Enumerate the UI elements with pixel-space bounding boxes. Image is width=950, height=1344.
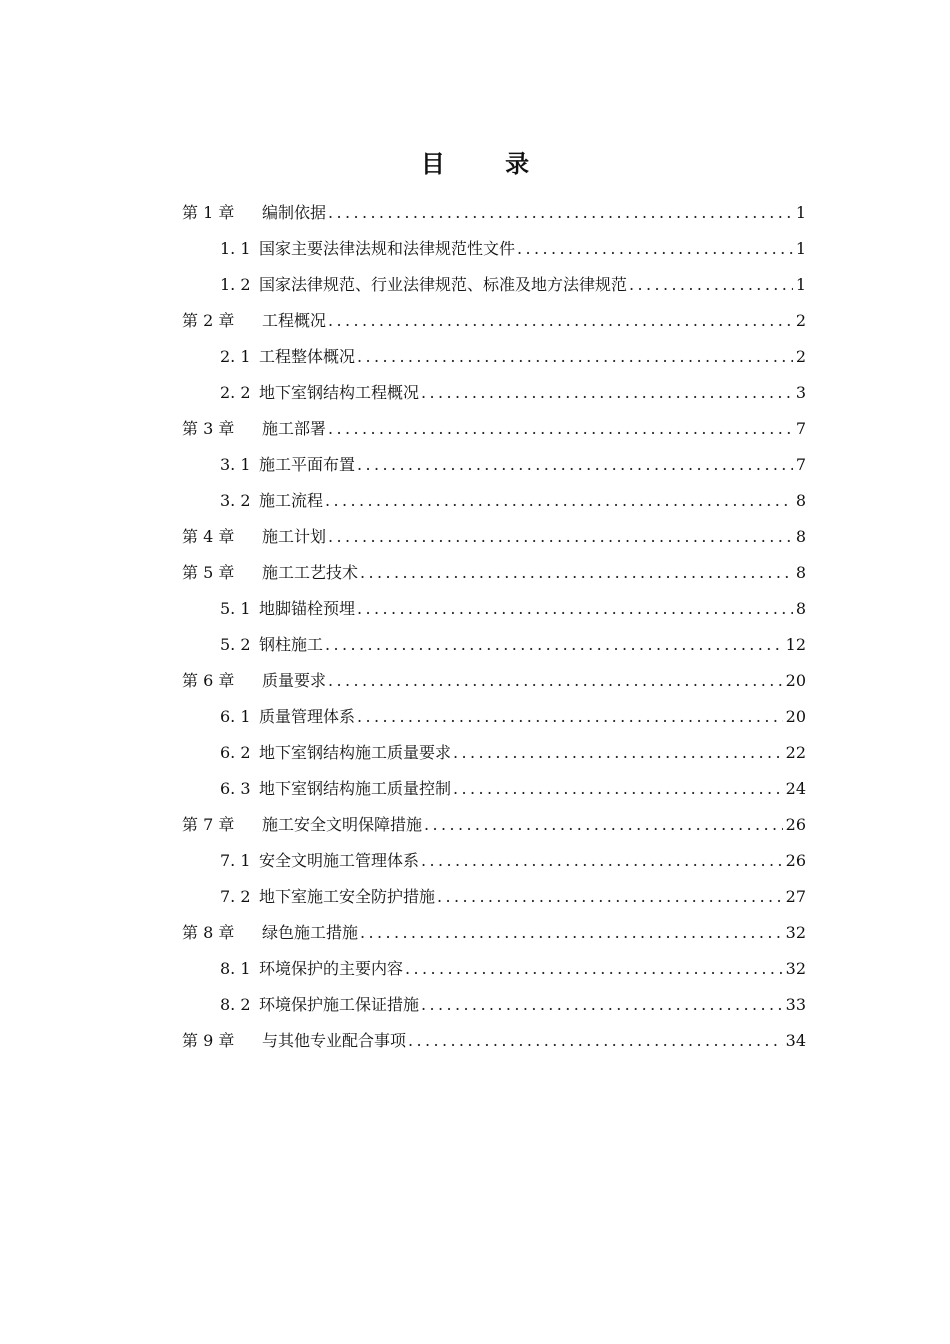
toc-entry-number: 8. 2 bbox=[220, 995, 251, 1014]
toc-entry-title: 施工计划 bbox=[262, 527, 327, 546]
toc-entry-number: 6. 2 bbox=[220, 743, 251, 762]
toc-entry-title: 安全文明施工管理体系 bbox=[259, 851, 420, 870]
toc-dot-leader bbox=[328, 519, 793, 555]
toc-entry-number: 5. 1 bbox=[220, 599, 251, 618]
toc-chapter-entry[interactable] bbox=[182, 663, 806, 699]
toc-section-entry[interactable] bbox=[182, 375, 806, 411]
toc-entry-number: 2. 2 bbox=[220, 383, 251, 402]
toc-entry-number: 2. 1 bbox=[220, 347, 251, 366]
toc-section-entry[interactable] bbox=[182, 879, 806, 915]
toc-entry-title: 与其他专业配合事项 bbox=[262, 1031, 407, 1050]
toc-entry-page-number: 27 bbox=[785, 887, 806, 906]
toc-entry-page-number: 22 bbox=[785, 743, 806, 762]
toc-chapter-entry[interactable] bbox=[182, 411, 806, 447]
toc-entry-number: 8. 1 bbox=[220, 959, 251, 978]
toc-dot-leader bbox=[453, 735, 783, 771]
toc-chapter-entry[interactable] bbox=[182, 195, 806, 231]
toc-entry-title: 编制依据 bbox=[262, 203, 327, 222]
toc-entry-number: 第 6 章 bbox=[182, 671, 235, 690]
toc-entry-number: 6. 3 bbox=[220, 779, 251, 798]
toc-chapter-entry[interactable] bbox=[182, 555, 806, 591]
toc-dot-leader bbox=[437, 879, 783, 915]
toc-entry-title: 地脚锚栓预埋 bbox=[259, 599, 356, 618]
toc-entry-page-number: 8 bbox=[795, 563, 806, 582]
toc-dot-leader bbox=[360, 555, 793, 591]
toc-entry-title: 施工流程 bbox=[259, 491, 324, 510]
toc-entry-number: 第 1 章 bbox=[182, 203, 235, 222]
toc-dot-leader bbox=[517, 231, 793, 267]
toc-entry-title: 施工平面布置 bbox=[259, 455, 356, 474]
toc-section-entry[interactable] bbox=[182, 735, 806, 771]
toc-section-entry[interactable] bbox=[182, 447, 806, 483]
toc-entry-page-number: 32 bbox=[785, 923, 806, 942]
toc-list bbox=[182, 195, 806, 1059]
toc-dot-leader bbox=[629, 267, 793, 303]
toc-dot-leader bbox=[357, 591, 793, 627]
toc-entry-number: 1. 2 bbox=[220, 275, 251, 294]
toc-chapter-entry[interactable] bbox=[182, 807, 806, 843]
toc-entry-number: 第 5 章 bbox=[182, 563, 235, 582]
toc-entry-number: 3. 2 bbox=[220, 491, 251, 510]
toc-entry-title: 质量要求 bbox=[262, 671, 327, 690]
toc-entry-page-number: 1 bbox=[795, 275, 806, 294]
toc-section-entry[interactable] bbox=[182, 483, 806, 519]
toc-entry-page-number: 8 bbox=[795, 599, 806, 618]
toc-dot-leader bbox=[421, 843, 783, 879]
toc-section-entry[interactable] bbox=[182, 231, 806, 267]
toc-entry-page-number: 24 bbox=[785, 779, 806, 798]
toc-entry-page-number: 3 bbox=[795, 383, 806, 402]
toc-dot-leader bbox=[325, 483, 793, 519]
toc-entry-title: 质量管理体系 bbox=[259, 707, 356, 726]
toc-entry-title: 钢柱施工 bbox=[259, 635, 324, 654]
toc-entry-page-number: 8 bbox=[795, 491, 806, 510]
toc-entry-number: 第 7 章 bbox=[182, 815, 235, 834]
toc-entry-page-number: 1 bbox=[795, 239, 806, 258]
toc-section-entry[interactable] bbox=[182, 771, 806, 807]
toc-dot-leader bbox=[421, 987, 783, 1023]
toc-entry-number: 第 9 章 bbox=[182, 1031, 235, 1050]
toc-section-entry[interactable] bbox=[182, 267, 806, 303]
toc-entry-number: 1. 1 bbox=[220, 239, 251, 258]
toc-entry-page-number: 33 bbox=[785, 995, 806, 1014]
toc-entry-page-number: 1 bbox=[795, 203, 806, 222]
toc-dot-leader bbox=[328, 303, 793, 339]
toc-entry-title: 施工安全文明保障措施 bbox=[262, 815, 423, 834]
toc-dot-leader bbox=[405, 951, 783, 987]
toc-chapter-entry[interactable] bbox=[182, 1023, 806, 1059]
toc-entry-page-number: 2 bbox=[795, 311, 806, 330]
toc-entry-title: 国家主要法律法规和法律规范性文件 bbox=[259, 239, 516, 258]
toc-entry-number: 7. 2 bbox=[220, 887, 251, 906]
toc-section-entry[interactable] bbox=[182, 987, 806, 1023]
toc-entry-page-number: 8 bbox=[795, 527, 806, 546]
toc-section-entry[interactable] bbox=[182, 699, 806, 735]
toc-entry-number: 3. 1 bbox=[220, 455, 251, 474]
toc-entry-number: 第 2 章 bbox=[182, 311, 235, 330]
toc-chapter-entry[interactable] bbox=[182, 915, 806, 951]
toc-dot-leader bbox=[360, 915, 783, 951]
toc-dot-leader bbox=[421, 375, 793, 411]
toc-entry-title: 工程概况 bbox=[262, 311, 327, 330]
toc-chapter-entry[interactable] bbox=[182, 303, 806, 339]
toc-dot-leader bbox=[328, 663, 783, 699]
toc-entry-number: 第 3 章 bbox=[182, 419, 235, 438]
toc-entry-page-number: 20 bbox=[785, 707, 806, 726]
toc-entry-title: 环境保护的主要内容 bbox=[259, 959, 404, 978]
toc-entry-title: 绿色施工措施 bbox=[262, 923, 359, 942]
toc-entry-page-number: 12 bbox=[785, 635, 806, 654]
toc-entry-title: 地下室施工安全防护措施 bbox=[259, 887, 436, 906]
toc-title: 目 录 bbox=[420, 149, 556, 178]
toc-entry-title: 施工工艺技术 bbox=[262, 563, 359, 582]
toc-entry-number: 5. 2 bbox=[220, 635, 251, 654]
toc-dot-leader bbox=[328, 195, 793, 231]
toc-entry-page-number: 20 bbox=[785, 671, 806, 690]
toc-section-entry[interactable] bbox=[182, 339, 806, 375]
toc-dot-leader bbox=[357, 339, 793, 375]
toc-dot-leader bbox=[328, 411, 793, 447]
toc-dot-leader bbox=[357, 699, 783, 735]
toc-section-entry[interactable] bbox=[182, 591, 806, 627]
toc-entry-page-number: 7 bbox=[795, 455, 806, 474]
toc-entry-title: 国家法律规范、行业法律规范、标准及地方法律规范 bbox=[259, 275, 628, 294]
toc-entry-number: 7. 1 bbox=[220, 851, 251, 870]
toc-chapter-entry[interactable] bbox=[182, 519, 806, 555]
toc-entry-number: 第 8 章 bbox=[182, 923, 235, 942]
toc-dot-leader bbox=[424, 807, 783, 843]
toc-entry-title: 地下室钢结构施工质量要求 bbox=[259, 743, 452, 762]
toc-dot-leader bbox=[408, 1023, 783, 1059]
toc-dot-leader bbox=[357, 447, 793, 483]
toc-entry-page-number: 26 bbox=[785, 851, 806, 870]
toc-dot-leader bbox=[453, 771, 783, 807]
toc-entry-page-number: 7 bbox=[795, 419, 806, 438]
toc-section-entry[interactable] bbox=[182, 627, 806, 663]
toc-section-entry[interactable] bbox=[182, 951, 806, 987]
toc-entry-page-number: 26 bbox=[785, 815, 806, 834]
toc-entry-title: 工程整体概况 bbox=[259, 347, 356, 366]
toc-dot-leader bbox=[325, 627, 783, 663]
toc-entry-page-number: 34 bbox=[785, 1031, 806, 1050]
toc-entry-page-number: 2 bbox=[795, 347, 806, 366]
toc-entry-title: 地下室钢结构施工质量控制 bbox=[259, 779, 452, 798]
toc-entry-number: 第 4 章 bbox=[182, 527, 235, 546]
toc-section-entry[interactable] bbox=[182, 843, 806, 879]
toc-entry-page-number: 32 bbox=[785, 959, 806, 978]
toc-entry-title: 环境保护施工保证措施 bbox=[259, 995, 420, 1014]
toc-entry-title: 地下室钢结构工程概况 bbox=[259, 383, 420, 402]
toc-entry-number: 6. 1 bbox=[220, 707, 251, 726]
toc-entry-title: 施工部署 bbox=[262, 419, 327, 438]
